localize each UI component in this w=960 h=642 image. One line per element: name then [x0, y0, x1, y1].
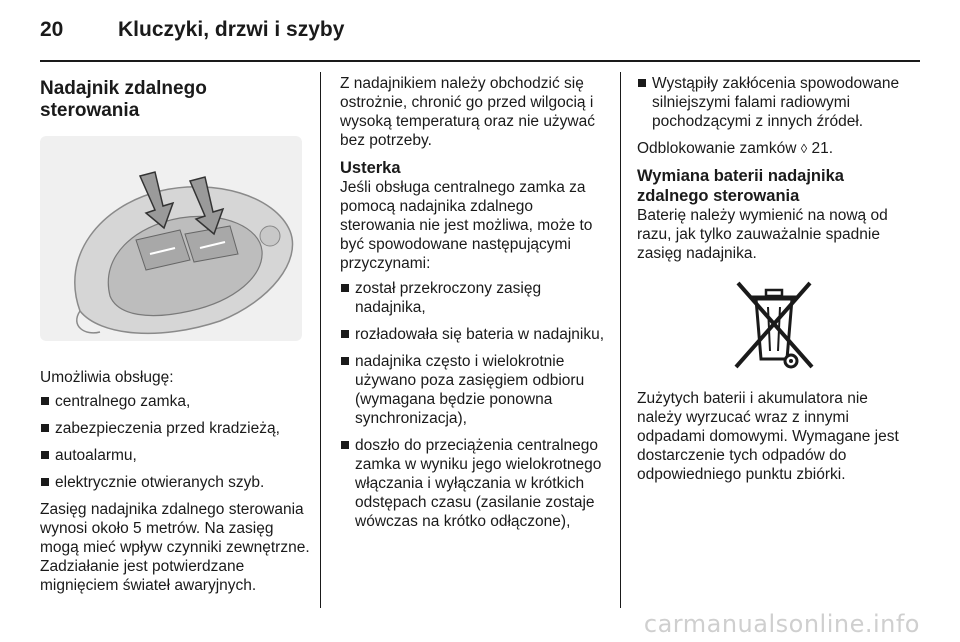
header-rule [40, 60, 920, 62]
bullet-icon [341, 330, 349, 338]
fault-causes-continued [637, 74, 913, 131]
list-item: centralnego zamka, [40, 392, 310, 411]
column-3 [637, 74, 913, 490]
functions-intro: Umożliwia obsługę: [40, 369, 174, 386]
list-item: został przekroczony zasięg nadajnika, [340, 279, 606, 317]
battery-paragraph: Baterię należy wymienić na nową od razu, jak tylko zauważalnie spadnie zasięg nadajnika. [637, 207, 888, 262]
chapter-title: Kluczyki, drzwi i szyby [118, 18, 345, 41]
bullet-icon [41, 478, 49, 486]
column-2 [340, 74, 606, 539]
bullet-icon [341, 284, 349, 292]
list-item: elektrycznie otwieranych szyb. [40, 473, 310, 492]
page-reference-icon: ◊ [800, 141, 808, 156]
bullet-icon [41, 424, 49, 432]
range-paragraph: Zasięg nadajnika zdalnego sterowania wynosi około 5 metrów. Na zasięg mogą mieć wpływ czynniki zewnętrzne. Zadziałanie jest potwierdzane mignięciem świateł awaryjnych. [40, 501, 310, 594]
bullet-icon [341, 357, 349, 365]
bullet-icon [341, 441, 349, 449]
battery-heading: Wymiana baterii nadajnika zdalnego sterowania [637, 167, 844, 205]
functions-list [40, 392, 310, 492]
bullet-icon [41, 451, 49, 459]
section-heading-remote: Nadajnik zdalnego sterowania [40, 78, 207, 121]
page-header [40, 18, 344, 48]
list-item: rozładowała się bateria w nadajniku, [340, 325, 606, 344]
list-item: autoalarmu, [40, 446, 310, 465]
care-paragraph: Z nadajnikiem należy obchodzić się ostrożnie, chronić go przed wilgocią i wysoką temperaturą oraz nie używać bez potrzeby. [340, 75, 596, 149]
fault-intro: Jeśli obsługa centralnego zamka za pomocą nadajnika zdalnego sterowania nie jest możliwa, może to być spowodowane następującymi przyczynami: [340, 179, 593, 272]
remote-key-illustration [40, 136, 302, 341]
watermark: carmanualsonline.info [643, 610, 920, 638]
list-item: Wystąpiły zakłócenia spowodowane silniejszymi falami radiowymi pochodzącymi z innych źródeł. [637, 74, 913, 131]
list-item: nadajnika często i wielokrotnie używano poza zasięgiem odbioru (wymagana będzie ponowna synchronizacja), [340, 352, 606, 428]
list-item: doszło do przeciążenia centralnego zamka w wyniku jego wielokrotnego włączania i wyłączania w krótkich odstępach czasu (zasilanie zostaje wówczas na krótko odłączone), [340, 436, 606, 531]
crossed-bin-icon [724, 275, 824, 375]
list-item: zabezpieczenia przed kradzieżą, [40, 419, 310, 438]
column-divider [620, 72, 621, 608]
bullet-icon [638, 79, 646, 87]
unlock-reference: Odblokowanie zamków ◊ 21. [637, 140, 834, 157]
column-divider [320, 72, 321, 608]
page-number: 20 [40, 18, 64, 41]
fault-causes-list [340, 279, 606, 531]
disposal-paragraph: Zużytych baterii i akumulatora nie należy wyrzucać wraz z innymi odpadami domowymi. Wymagane jest dostarczenie tych odpadów do odpowiedniego punktu zbiórki. [637, 390, 899, 483]
page-reference-link[interactable]: 21. [811, 140, 834, 157]
column-1 [40, 74, 310, 601]
bullet-icon [41, 397, 49, 405]
fault-heading: Usterka [340, 159, 401, 177]
